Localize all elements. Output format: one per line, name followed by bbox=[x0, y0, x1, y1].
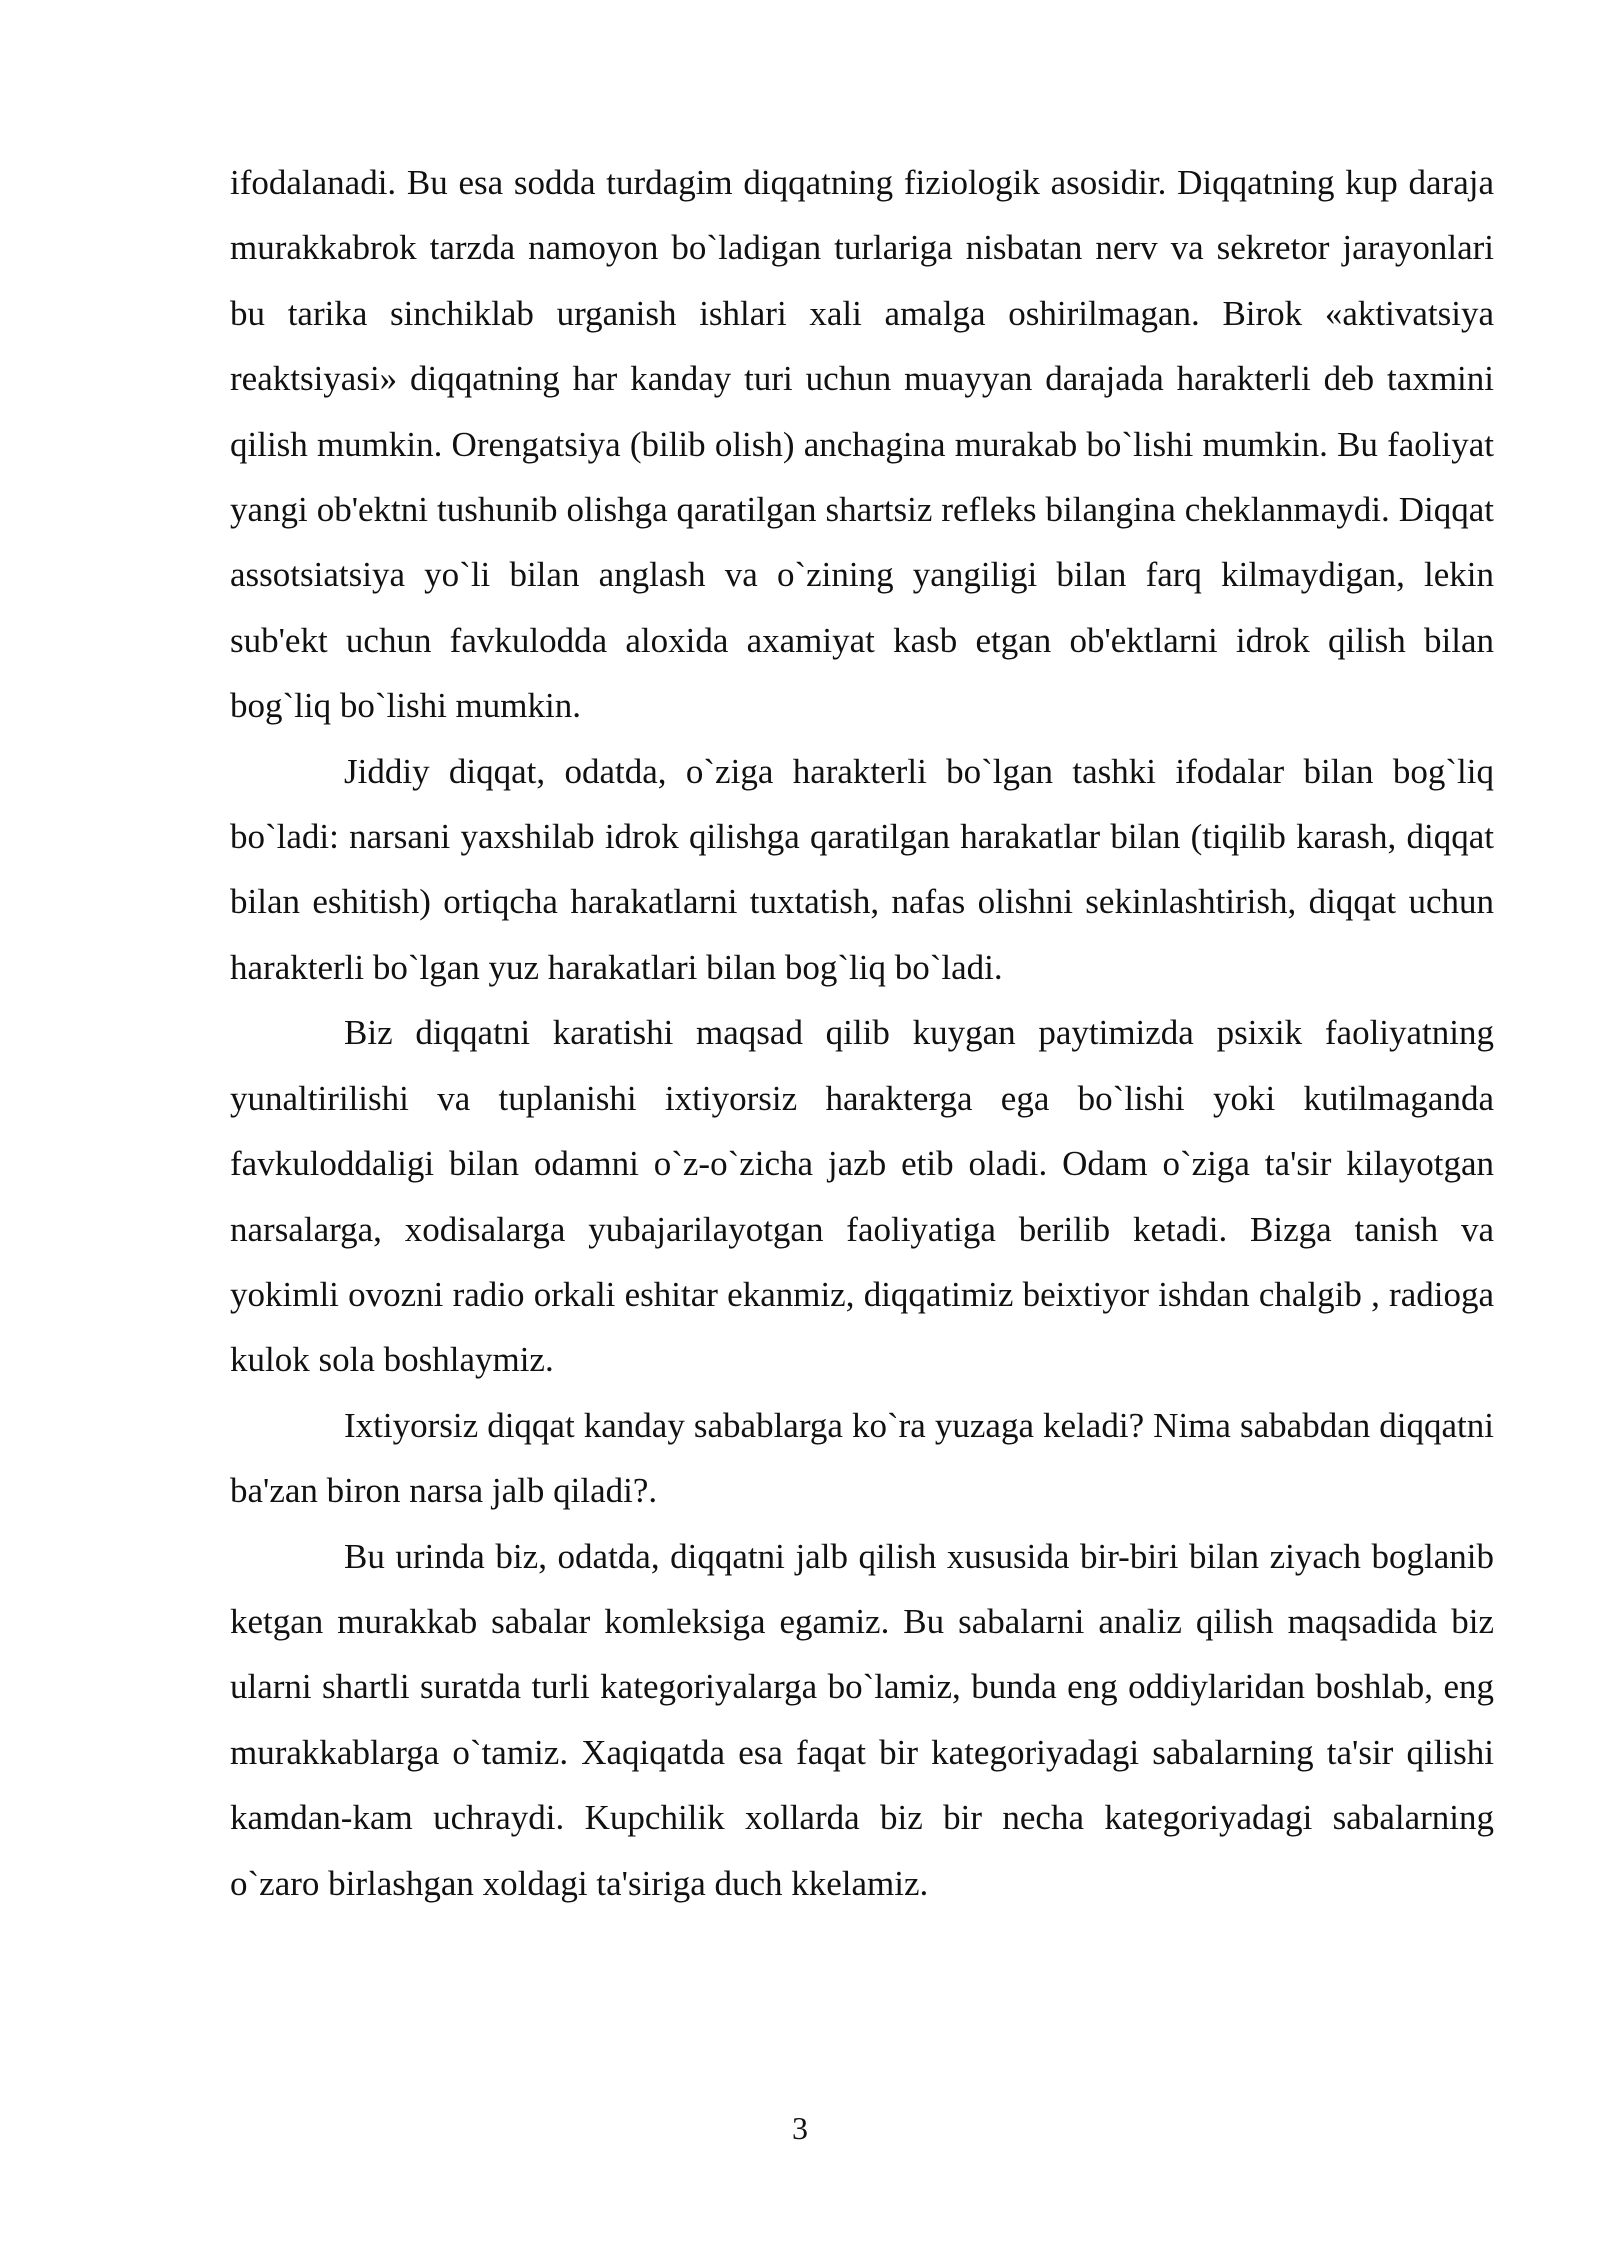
paragraph-continuation: ifodalanadi. Bu esa sodda turdagim diqqatning fiziologik asosidir. Diqqatning kup daraja murakkabrok tarzda namoyon bo`ladigan turlariga nisbatan nerv va sekretor jarayonlari bu tarika sinchiklab urganish ishlari xali amalga oshirilmagan. Birok «aktivatsiya reaktsiyasi» diqqatning har kanday turi uchun muayyan darajada harakterli deb taxmini qilish mumkin. Orengatsiya (bilib olish) anchagina murakab bo`lishi mumkin. Bu faoliyat yangi ob'ektni tushunib olishga qaratilgan shartsiz refleks bilangina cheklanmaydi. Diqqat assotsiatsiya yo`li bilan anglash va o`zining yangiligi bilan farq kilmaydigan, lekin sub'ekt uchun favkulodda aloxida axamiyat kasb etgan ob'ektlarni idrok qilish bilan bog`liq bo`lishi mumkin. bbox=[230, 163, 1494, 726]
paragraph-ixtiyorsiz-diqqat: Ixtiyorsiz diqqat kanday sabablarga ko`ra yuzaga keladi? Nima sababdan diqqatni ba'zan biron narsa jalb qiladi?. bbox=[230, 1405, 1494, 1511]
paragraph-jiddiy-diqqat: Jiddiy diqqat, odatda, o`ziga harakterli bo`lgan tashki ifodalar bilan bog`liq bo`ladi: narsani yaxshilab idrok qilishga qaratilgan harakatlar bilan (tiqilib karash, diqqat bilan eshitish) ortiqcha harakatlarni tuxtatish, nafas olishni sekinlashtirish, diqqat uchun harakterli bo`lgan yuz harakatlari bilan bog`liq bo`ladi. bbox=[230, 751, 1494, 987]
page-number: 3 bbox=[792, 2110, 808, 2146]
paragraph-biz-diqqatni: Biz diqqatni karatishi maqsad qilib kuygan paytimizda psixik faoliyatning yunaltirilishi va tuplanishi ixtiyorsiz harakterga ega bo`lishi yoki kutilmaganda favkuloddaligi bilan odamni o`z-o`zicha jazb etib oladi. Odam o`ziga ta'sir kilayotgan narsalarga, xodisalarga yubajarilayotgan faoliyatiga berilib ketadi. Bizga tanish va yokimli ovozni radio orkali eshitar ekanmiz, diqqatimiz beixtiyor ishdan chalgib , radioga kulok sola boshlaymiz. bbox=[230, 1013, 1494, 1380]
document-page bbox=[230, 150, 1494, 1916]
paragraph-bu-urinda: Bu urinda biz, odatda, diqqatni jalb qilish xususida bir-biri bilan ziyach boglanib ketgan murakkab sabalar komleksiga egamiz. Bu sabalarni analiz qilish maqsadida biz ularni shartli suratda turli kategoriyalarga bo`lamiz, bunda eng oddiylaridan boshlab, eng murakkablarga o`tamiz. Xaqiqatda esa faqat bir kategoriyadagi sabalarning ta'sir qilishi kamdan-kam uchraydi. Kupchilik xollarda biz bir necha kategoriyadagi sabalarning o`zaro birlashgan xoldagi ta'siriga duch kkelamiz. bbox=[230, 1536, 1494, 1903]
